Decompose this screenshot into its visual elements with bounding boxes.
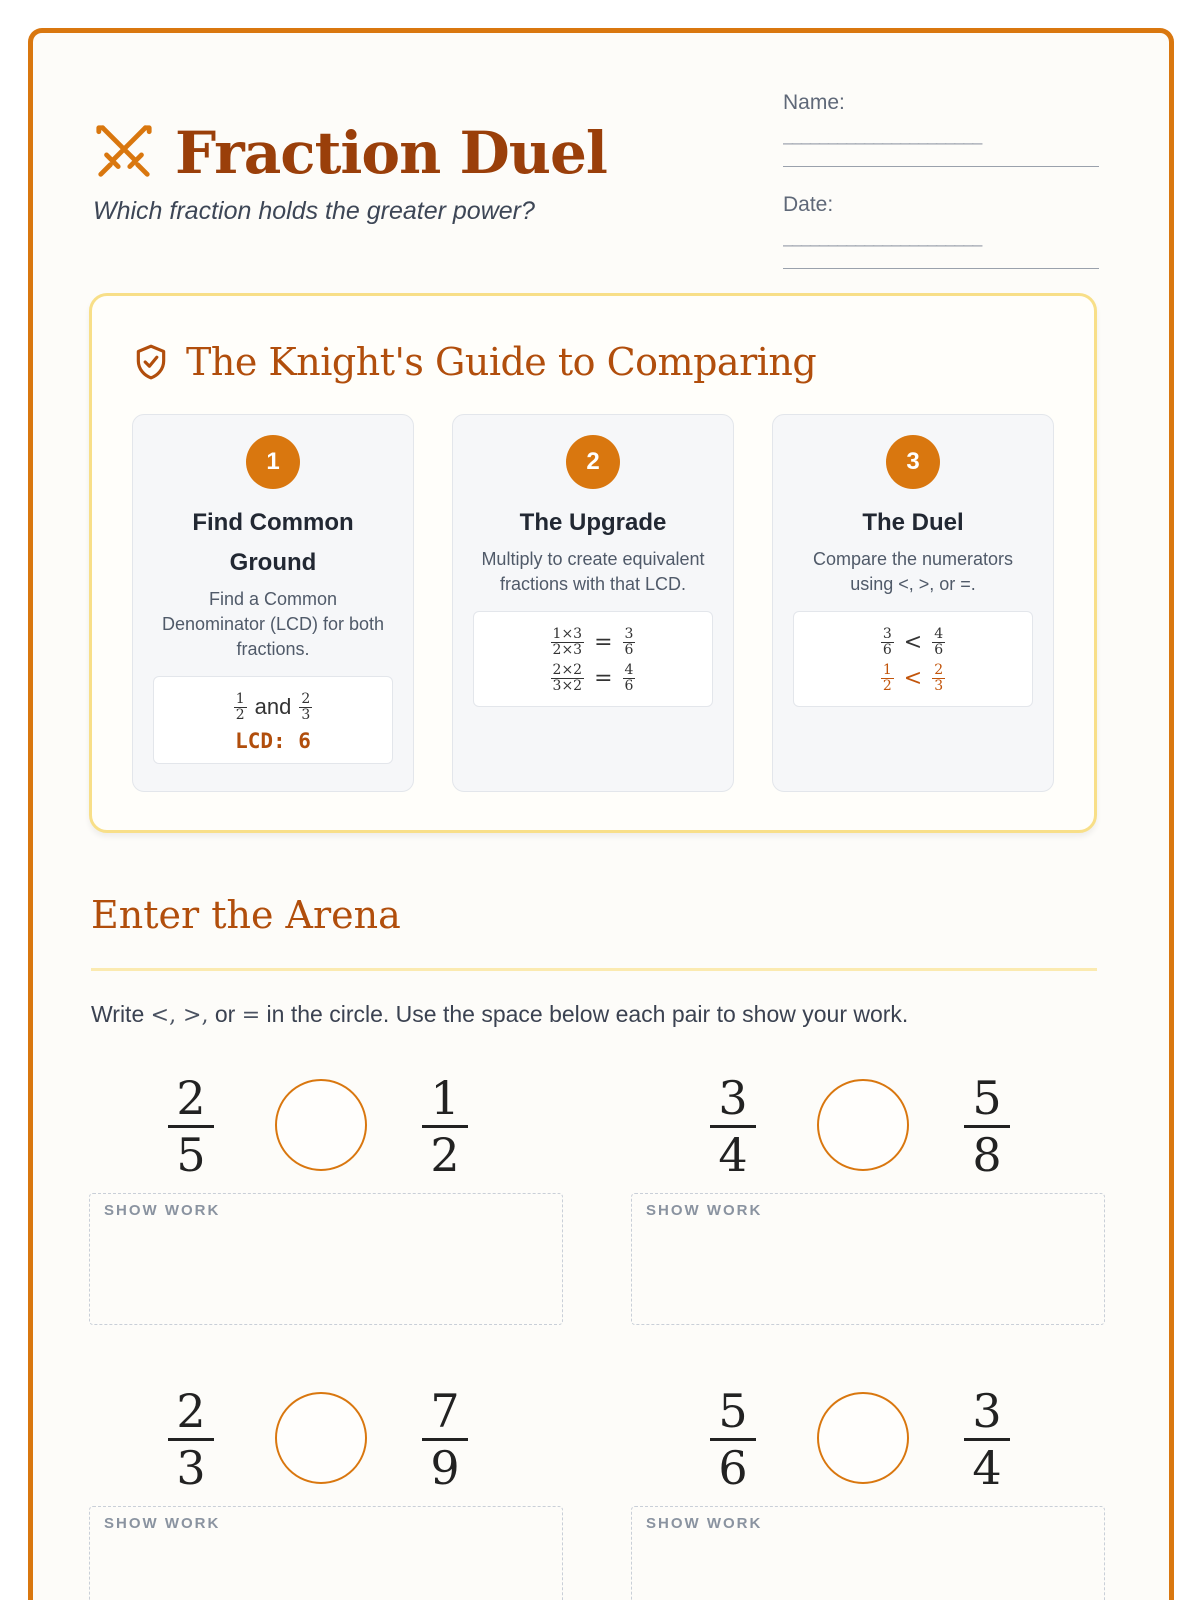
step-description: Find a Common Denominator (LCD) for both fractions. [161,589,385,659]
left-fraction: 2 5 [161,1073,221,1180]
equals-sign: = [594,665,613,691]
and-text: and [254,694,292,719]
answer-circle[interactable] [275,1079,367,1171]
step-title: The Upgrade [519,509,667,536]
step-example [473,611,713,707]
less-than-sign: < [903,629,923,655]
step-description: Compare the numerators using <, >, or =. [812,549,1014,594]
guide-step-1 [132,414,414,792]
fraction: $\frac{2\times 2}{3\times 2}$ [552,661,583,694]
show-work-area[interactable] [631,1506,1105,1600]
knights-guide-panel [89,293,1097,833]
fraction: 4 6 [934,625,944,658]
name-line[interactable]: ______________________ [783,125,1099,167]
show-work-area[interactable] [89,1193,563,1325]
answer-circle[interactable] [817,1392,909,1484]
show-work-label: SHOW WORK [646,1202,763,1219]
step-example [793,611,1033,707]
show-work-label: SHOW WORK [646,1515,763,1532]
fraction: $\frac{1\times 3}{2\times 3}$ [552,625,583,658]
lcd-result: LCD: 6 [235,729,311,753]
step-number-badge: 2 [566,435,620,489]
show-work-label: SHOW WORK [104,1202,221,1219]
fraction: $\frac{3}{6}$ [624,625,634,658]
step-description: Multiply to create equivalent fractions with that LCD. [481,549,705,594]
fraction: 1 2 [882,661,892,694]
show-work-area[interactable] [631,1193,1105,1325]
left-fraction: 3 4 [703,1073,763,1180]
date-label: Date: [783,193,834,216]
guide-step-2 [452,414,734,792]
right-fraction: 3 4 [957,1386,1017,1493]
shield-check-icon [134,343,168,381]
guide-step-3 [772,414,1054,792]
right-fraction: 1 2 [415,1073,475,1180]
worksheet [28,28,1174,1600]
guide-title: The Knight's Guide to Comparing [186,340,817,384]
left-fraction: 2 3 [161,1386,221,1493]
comparison-problem-3 [89,1384,563,1532]
section-divider [91,968,1097,971]
comparison-problem-2 [631,1071,1105,1219]
answer-circle[interactable] [275,1392,367,1484]
fraction: 3 6 [882,625,892,658]
fraction: 2 3 [934,661,944,694]
fraction: 2 3 [301,690,311,723]
page-subtitle: Which fraction holds the greater power? [93,197,535,225]
step-example [153,676,393,764]
arena-title: Enter the Arena [91,893,401,937]
student-info [783,91,1099,269]
answer-circle[interactable] [817,1079,909,1171]
show-work-area[interactable] [89,1506,563,1600]
step-title: The Duel [862,509,964,536]
date-line[interactable]: ______________________ [783,227,1099,269]
step-number-badge: 1 [246,435,300,489]
show-work-label: SHOW WORK [104,1515,221,1532]
comparison-problem-1 [89,1071,563,1219]
arena-instructions: Write <, >, or = in the circle. Use the space below each pair to show your work. [91,1001,909,1028]
fraction: $\frac{4}{6}$ [624,661,634,694]
right-fraction: 5 8 [957,1073,1017,1180]
crossed-swords-icon [93,122,155,184]
header-brand [93,119,607,226]
left-fraction: 5 6 [703,1386,763,1493]
step-title: Find Common Ground [192,509,354,576]
page-title: Fraction Duel [175,119,607,187]
step-number-badge: 3 [886,435,940,489]
fraction: 1 2 [235,690,245,723]
comparison-problem-4 [631,1384,1105,1532]
name-label: Name: [783,91,845,114]
right-fraction: 7 9 [415,1386,475,1493]
less-than-sign: < [903,665,923,691]
equals-sign: = [594,629,613,655]
